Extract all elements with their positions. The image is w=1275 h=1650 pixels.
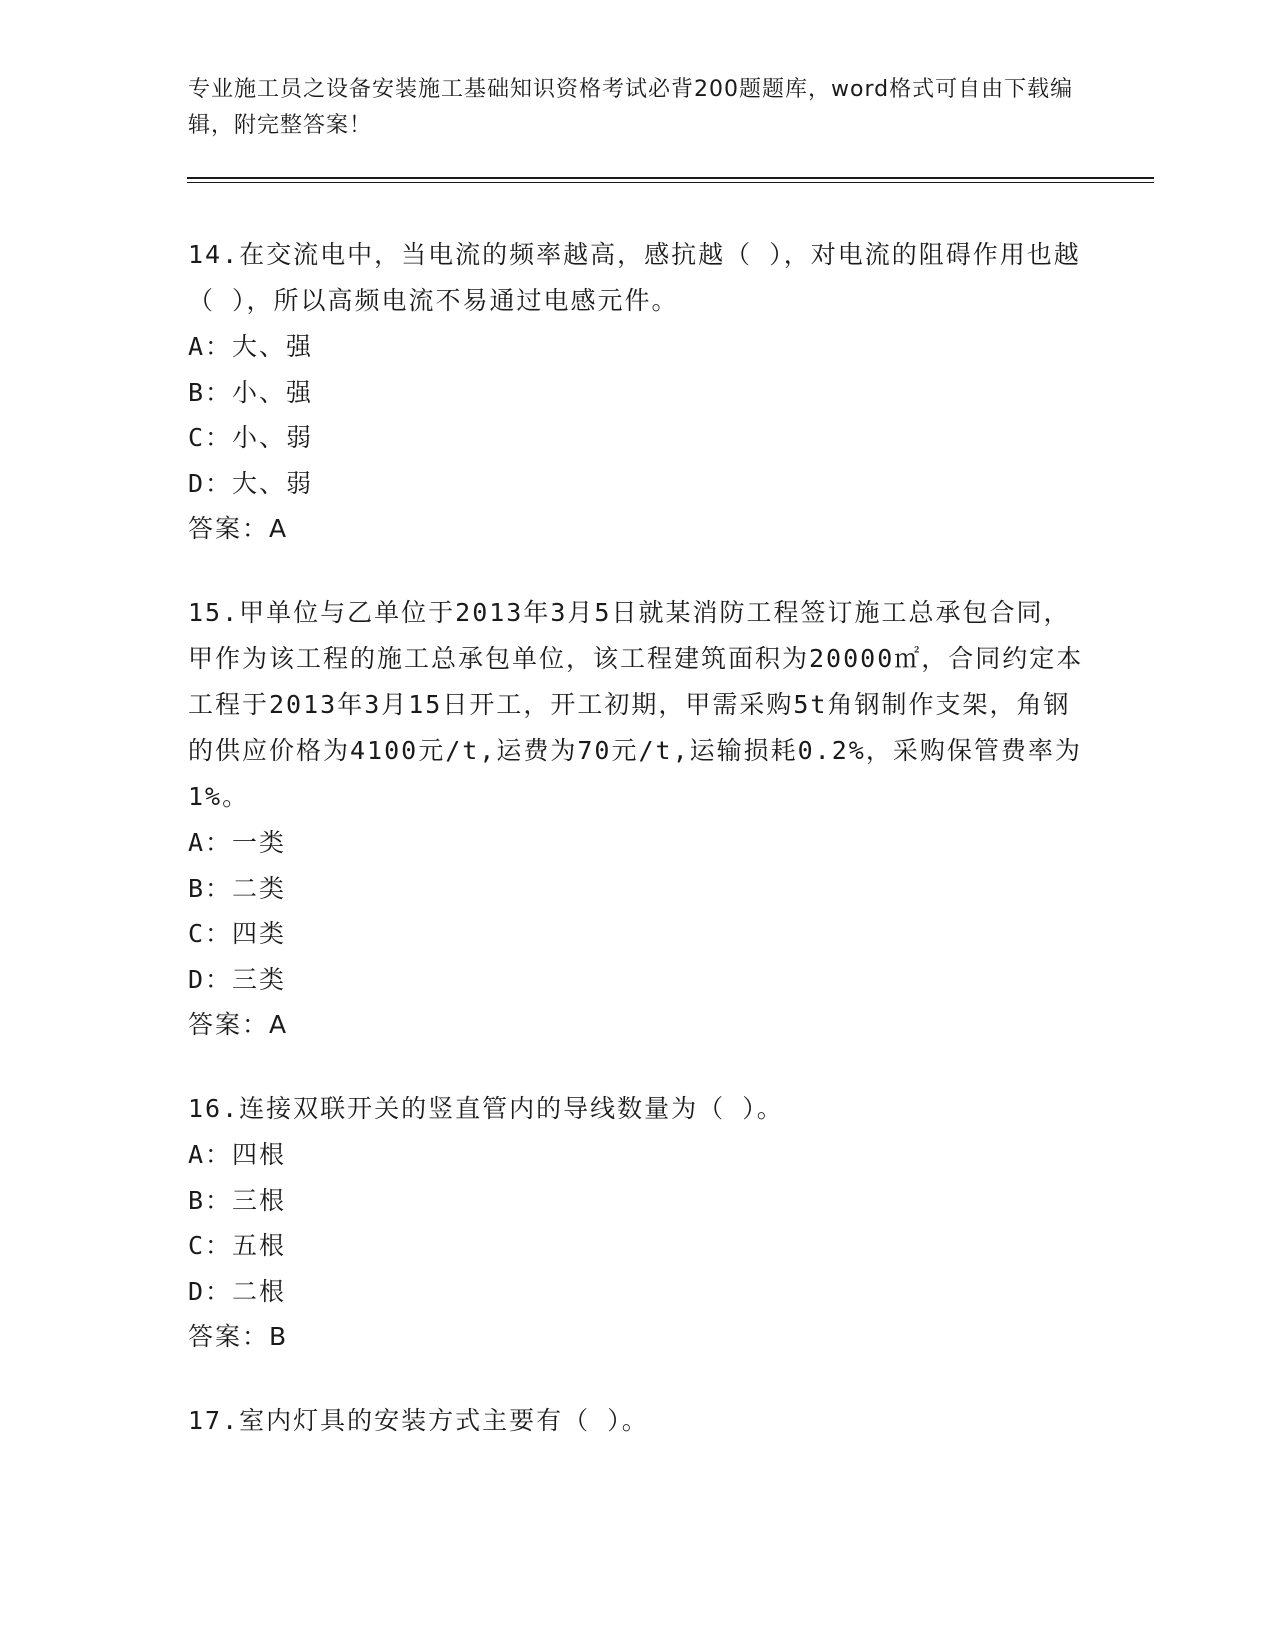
- option-d: D：大、弱: [188, 468, 314, 498]
- option-d: D：二根: [188, 1276, 287, 1306]
- question-14: [188, 232, 1088, 552]
- answer-line: 答案：A: [188, 514, 289, 543]
- option-d: D：三类: [188, 964, 287, 994]
- header-divider: [187, 177, 1154, 183]
- option-b: B：二类: [188, 873, 287, 903]
- option-a: A：一类: [188, 828, 287, 857]
- question-stem: 15.甲单位与乙单位于2013年3月5日就某消防工程签订施工总承包合同，甲作为该工程的施工总承包单位，该工程建筑面积为20000㎡，合同约定本工程于2013年3月15日开工，开工初期，甲需采购5t角钢制作支架，角钢的供应价格为4100元/t,运费为70元/t,运输损耗0.2%，采购保管费率为1%。: [188, 598, 1084, 811]
- question-17: [188, 1398, 1088, 1444]
- option-a: A：大、强: [188, 332, 314, 361]
- question-15: [188, 590, 1088, 1048]
- answer-line: 答案：A: [188, 1010, 289, 1039]
- question-16: [188, 1086, 1088, 1360]
- document-header: [188, 72, 1088, 144]
- question-stem: 14.在交流电中，当电流的频率越高，感抗越（ ），对电流的阻碍作用也越（ ），所以高频电流不易通过电感元件。: [188, 240, 1081, 315]
- question-stem: 16.连接双联开关的竖直管内的导线数量为（ ）。: [188, 1094, 784, 1123]
- header-title: 专业施工员之设备安装施工基础知识资格考试必背200题题库，word格式可自由下载编辑，附完整答案！: [188, 77, 1074, 138]
- option-c: C：四类: [188, 919, 287, 948]
- question-stem: 17.室内灯具的安装方式主要有（ ）。: [188, 1406, 649, 1435]
- question-list: [188, 232, 1088, 1482]
- option-c: C：小、弱: [188, 423, 314, 452]
- option-b: B：小、强: [188, 377, 314, 407]
- option-c: C：五根: [188, 1231, 287, 1260]
- option-b: B：三根: [188, 1185, 287, 1215]
- option-a: A：四根: [188, 1140, 287, 1169]
- answer-line: 答案：B: [188, 1322, 289, 1351]
